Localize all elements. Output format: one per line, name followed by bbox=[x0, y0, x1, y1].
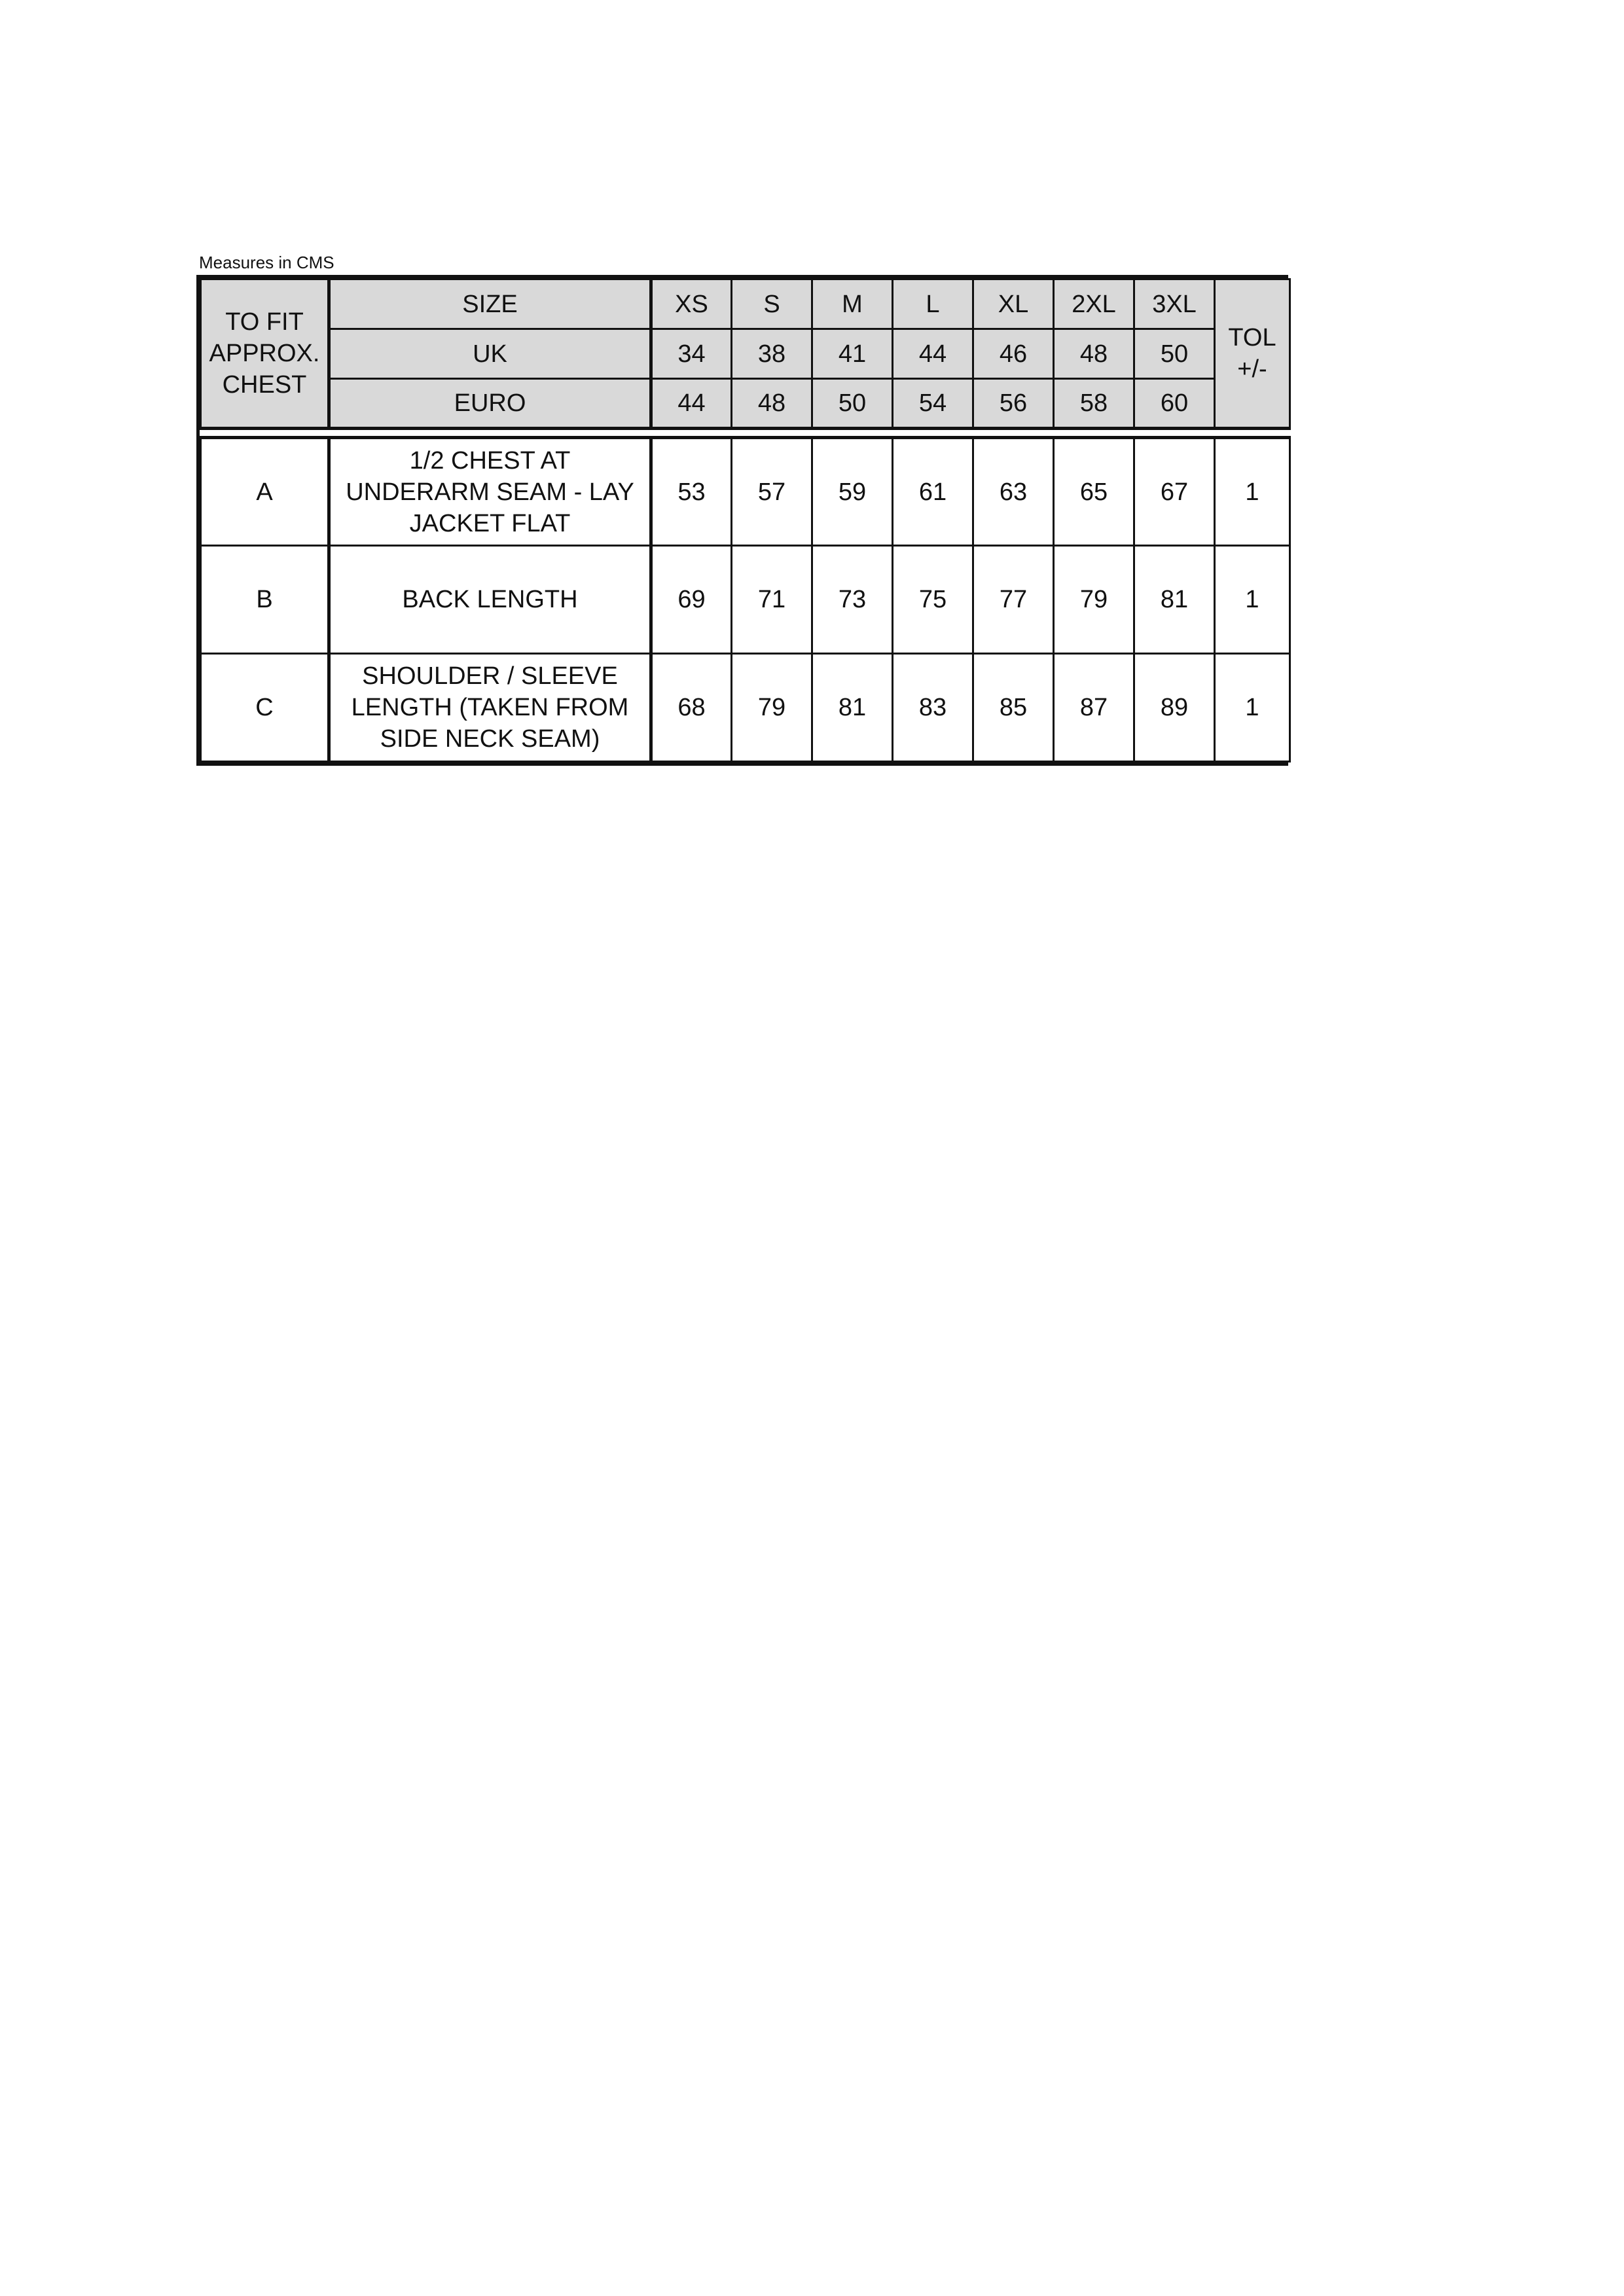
euro-value: 44 bbox=[651, 379, 732, 429]
measurement-cell: 71 bbox=[732, 546, 812, 654]
measurement-cell: 68 bbox=[651, 654, 732, 762]
measurement-cell: 81 bbox=[812, 654, 893, 762]
size-chart-table bbox=[196, 275, 1288, 766]
size-s: S bbox=[732, 279, 812, 329]
uk-value: 46 bbox=[973, 329, 1054, 379]
measurement-table bbox=[200, 278, 1291, 762]
table-row bbox=[201, 438, 1290, 546]
uk-label: UK bbox=[329, 329, 651, 379]
description-line: BACK LENGTH bbox=[402, 586, 578, 613]
measurement-cell: 59 bbox=[812, 438, 893, 546]
tolerance-cell: 1 bbox=[1215, 654, 1290, 762]
uk-value: 41 bbox=[812, 329, 893, 379]
euro-value: 60 bbox=[1134, 379, 1215, 429]
euro-header-row bbox=[201, 379, 1290, 429]
row-code: B bbox=[201, 546, 329, 654]
size-label: SIZE bbox=[329, 279, 651, 329]
euro-value: 54 bbox=[893, 379, 973, 429]
description-line: LENGTH (TAKEN FROM bbox=[351, 694, 629, 721]
description-line: 1/2 CHEST AT bbox=[409, 446, 571, 475]
description-line: SIDE NECK SEAM) bbox=[380, 725, 600, 753]
tolerance-cell: 1 bbox=[1215, 546, 1290, 654]
measurement-cell: 63 bbox=[973, 438, 1054, 546]
uk-value: 50 bbox=[1134, 329, 1215, 379]
row-description bbox=[329, 654, 651, 762]
tol-label-line: +/- bbox=[1237, 355, 1267, 383]
measurement-cell: 57 bbox=[732, 438, 812, 546]
size-m: M bbox=[812, 279, 893, 329]
euro-label: EURO bbox=[329, 379, 651, 429]
euro-value: 58 bbox=[1054, 379, 1134, 429]
euro-value: 50 bbox=[812, 379, 893, 429]
description-line: SHOULDER / SLEEVE bbox=[362, 662, 618, 690]
description-line: UNDERARM SEAM - LAY bbox=[346, 478, 634, 506]
measurement-cell: 69 bbox=[651, 546, 732, 654]
tolerance-cell: 1 bbox=[1215, 438, 1290, 546]
uk-value: 48 bbox=[1054, 329, 1134, 379]
size-xl: XL bbox=[973, 279, 1054, 329]
measurement-cell: 67 bbox=[1134, 438, 1215, 546]
table-caption: Measures in CMS bbox=[199, 253, 334, 272]
uk-value: 44 bbox=[893, 329, 973, 379]
tolerance-header bbox=[1215, 279, 1290, 429]
measurement-cell: 81 bbox=[1134, 546, 1215, 654]
size-l: L bbox=[893, 279, 973, 329]
double-rule bbox=[201, 429, 1290, 438]
fit-label-line: CHEST bbox=[222, 371, 307, 399]
fit-label-line: TO FIT bbox=[225, 308, 304, 336]
measurement-cell: 61 bbox=[893, 438, 973, 546]
measurement-cell: 87 bbox=[1054, 654, 1134, 762]
euro-value: 48 bbox=[732, 379, 812, 429]
uk-value: 38 bbox=[732, 329, 812, 379]
row-description bbox=[329, 438, 651, 546]
size-header-row bbox=[201, 279, 1290, 329]
measurement-cell: 89 bbox=[1134, 654, 1215, 762]
measurement-cell: 65 bbox=[1054, 438, 1134, 546]
row-code: A bbox=[201, 438, 329, 546]
table-row bbox=[201, 654, 1290, 762]
uk-value: 34 bbox=[651, 329, 732, 379]
measurement-cell: 73 bbox=[812, 546, 893, 654]
size-2xl: 2XL bbox=[1054, 279, 1134, 329]
euro-value: 56 bbox=[973, 379, 1054, 429]
description-line: JACKET FLAT bbox=[409, 509, 571, 537]
measurement-cell: 75 bbox=[893, 546, 973, 654]
table-row bbox=[201, 546, 1290, 654]
measurement-cell: 53 bbox=[651, 438, 732, 546]
row-code: C bbox=[201, 654, 329, 762]
size-3xl: 3XL bbox=[1134, 279, 1215, 329]
tol-label-line: TOL bbox=[1228, 324, 1276, 351]
size-xs: XS bbox=[651, 279, 732, 329]
uk-header-row bbox=[201, 329, 1290, 379]
measurement-cell: 79 bbox=[1054, 546, 1134, 654]
row-description bbox=[329, 546, 651, 654]
measurement-cell: 83 bbox=[893, 654, 973, 762]
header-separator bbox=[201, 429, 1290, 438]
measurement-cell: 77 bbox=[973, 546, 1054, 654]
fit-approx-chest-header bbox=[201, 279, 329, 429]
fit-label-line: APPROX. bbox=[209, 340, 320, 367]
measurement-cell: 85 bbox=[973, 654, 1054, 762]
measurement-cell: 79 bbox=[732, 654, 812, 762]
